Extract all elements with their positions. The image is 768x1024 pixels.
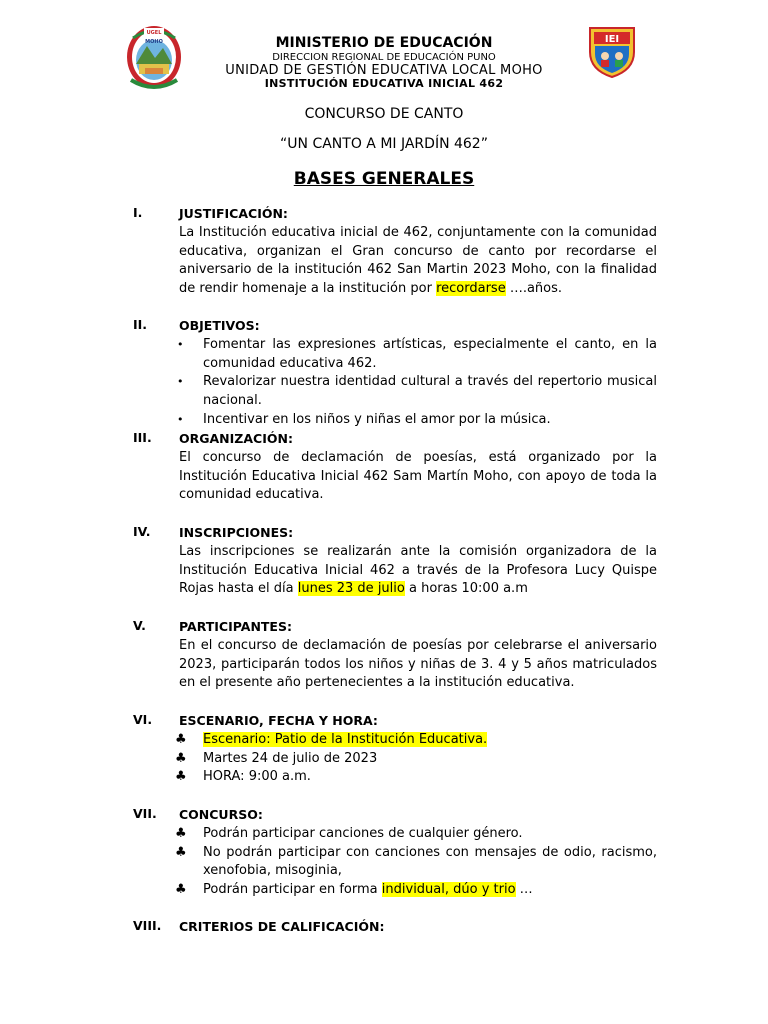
contest-line: CONCURSO DE CANTO: [304, 106, 464, 122]
highlighted-text: individual, dúo y trio: [381, 882, 516, 898]
section-grading-criteria: [133, 918, 663, 937]
section-heading: PARTICIPANTES:: [179, 619, 292, 634]
section-number: III.: [133, 430, 152, 445]
bullet-icon: •: [177, 375, 184, 389]
section-organization: [133, 430, 663, 505]
section-heading: ORGANIZACIÓN:: [179, 431, 293, 446]
club-icon: ♣: [175, 769, 187, 785]
list-item: [175, 731, 657, 750]
section-heading: CRITERIOS DE CALIFICACIÓN:: [179, 919, 385, 934]
section-paragraph: El concurso de declamación de poesías, está organizado por la Institución Educativa Inicial 462 Sam Martín Moho, con apoyo de toda la comunidad educativa.: [179, 449, 657, 503]
club-icon: ♣: [175, 731, 187, 747]
objectives-list: [133, 336, 663, 430]
highlighted-text: lunes 23 de julio: [297, 581, 405, 597]
venue-list: [133, 731, 663, 787]
section-venue-date-time: [133, 712, 663, 787]
institution-line: INSTITUCIÓN EDUCATIVA INICIAL 462: [264, 77, 504, 90]
list-item-text: No podrán participar con canciones con mensajes de odio, racismo, xenofobia, misoginia,: [203, 844, 657, 879]
section-heading: JUSTIFICACIÓN:: [179, 206, 288, 221]
section-number: VII.: [133, 806, 157, 821]
contest-rules-list: [133, 825, 663, 900]
list-item: [177, 336, 657, 374]
section-contest: [133, 806, 663, 900]
list-item-text: Podrán participar en forma: [203, 882, 382, 898]
section-objectives: [133, 317, 663, 430]
section-paragraph: [179, 543, 657, 599]
club-icon: ♣: [175, 825, 187, 841]
club-icon: ♣: [175, 844, 187, 860]
section-number: VI.: [133, 712, 153, 727]
svg-text:MOHO: MOHO: [145, 39, 163, 45]
section-heading: INSCRIPCIONES:: [179, 525, 294, 540]
paragraph-text: La Institución educativa inicial de 462, conjuntamente con la comunidad educativa, organizan el Gran concurso de canto por recordarse el aniversario de la institución 462 San Martin 2023 Moho, con la finalidad de rendir homenaje a la institución por: [179, 224, 657, 297]
regional-direction-line: DIRECCION REGIONAL DE EDUCACIÓN PUNO: [272, 52, 496, 63]
list-item-text: …: [515, 882, 533, 898]
list-item: [177, 373, 657, 411]
list-item-text: Incentivar en los niños y niñas el amor por la música.: [203, 411, 551, 427]
section-paragraph: En el concurso de declamación de poesías por celebrarse el aniversario 2023, participarán todos los niños y niñas de 3. 4 y 5 años matriculados en el presente año pertenecientes a la institución educativa.: [179, 637, 657, 691]
section-heading: ESCENARIO, FECHA Y HORA:: [179, 713, 378, 728]
contest-motto: “UN CANTO A MI JARDÍN 462”: [280, 136, 488, 152]
svg-text:UGEL: UGEL: [146, 30, 162, 36]
section-paragraph: [179, 224, 657, 299]
paragraph-text: Las inscripciones se realizarán ante la comisión organizadora de la Institución Educativa Inicial 462 a través de la Profesora Lucy Quispe Rojas hasta el día: [179, 543, 657, 597]
section-number: II.: [133, 317, 148, 332]
paragraph-text: ….años.: [505, 281, 563, 297]
list-item-text: Martes 24 de julio de 2023: [203, 750, 378, 766]
section-participants: [133, 618, 663, 693]
section-justification: [133, 205, 663, 299]
section-registrations: [133, 524, 663, 599]
list-item: [175, 750, 657, 769]
club-icon: ♣: [175, 882, 187, 898]
highlighted-text: recordarse: [436, 281, 506, 297]
highlighted-text: Escenario: Patio de la Institución Educativa.: [203, 731, 488, 747]
list-item: [175, 825, 657, 844]
list-item: [175, 768, 657, 787]
section-number: V.: [133, 618, 146, 633]
ministry-heading: MINISTERIO DE EDUCACIÓN: [275, 35, 493, 51]
ugel-line: UNIDAD DE GESTIÓN EDUCATIVA LOCAL MOHO: [225, 63, 543, 78]
bullet-icon: •: [177, 337, 184, 351]
document-title: BASES GENERALES: [293, 169, 475, 189]
club-icon: ♣: [175, 750, 187, 766]
list-item: [175, 844, 657, 882]
svg-text:IEI: IEI: [604, 34, 620, 45]
list-item-text: Revalorizar nuestra identidad cultural a través del repertorio musical nacional.: [203, 374, 657, 409]
list-item-text: Fomentar las expresiones artísticas, especialmente el canto, en la comunidad educativa 462.: [203, 336, 657, 371]
section-number: I.: [133, 205, 143, 220]
list-item-text: HORA: 9:00 a.m.: [203, 769, 311, 785]
section-number: VIII.: [133, 918, 162, 933]
list-item: [177, 411, 657, 430]
section-number: IV.: [133, 524, 151, 539]
bullet-icon: •: [177, 412, 184, 426]
section-heading: OBJETIVOS:: [179, 318, 260, 333]
list-item-text: Podrán participar canciones de cualquier género.: [203, 825, 523, 841]
paragraph-text: a horas 10:00 a.m: [404, 581, 528, 597]
list-item: [175, 881, 657, 900]
section-heading: CONCURSO:: [179, 807, 263, 822]
